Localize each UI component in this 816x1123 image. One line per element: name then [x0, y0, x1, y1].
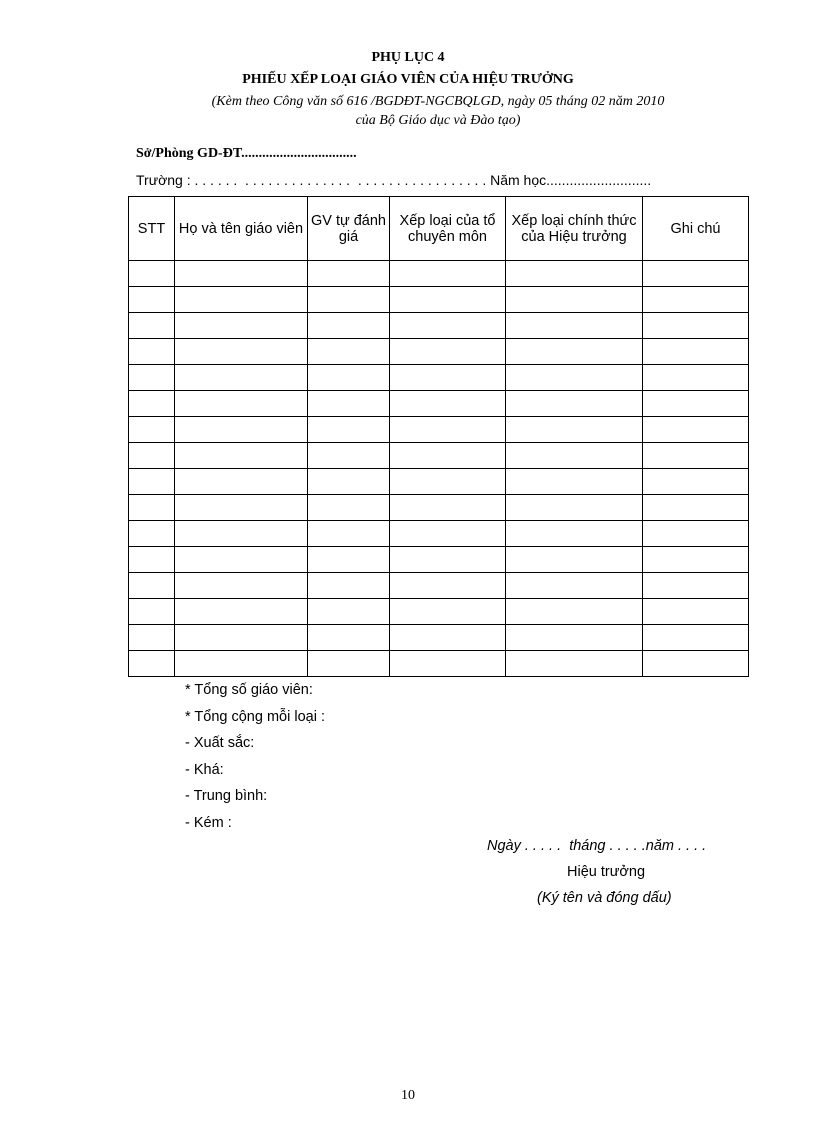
table-row [129, 547, 749, 573]
table-cell[interactable] [308, 521, 390, 547]
table-cell[interactable] [390, 417, 506, 443]
table-cell[interactable] [506, 573, 643, 599]
table-cell[interactable] [308, 417, 390, 443]
table-cell[interactable] [643, 625, 749, 651]
table-cell[interactable] [506, 313, 643, 339]
subtitle-line-2: của Bộ Giáo dục và Đào tạo) [355, 113, 521, 128]
table-cell[interactable] [129, 547, 175, 573]
table-row [129, 339, 749, 365]
table-cell[interactable] [175, 391, 308, 417]
table-cell[interactable] [390, 625, 506, 651]
table-cell[interactable] [390, 469, 506, 495]
table-cell[interactable] [175, 261, 308, 287]
table-cell[interactable] [175, 417, 308, 443]
table-cell[interactable] [308, 443, 390, 469]
header-principal-ranking: Xếp loại chính thức của Hiệu trưởng [506, 197, 643, 261]
table-cell[interactable] [390, 495, 506, 521]
table-cell[interactable] [308, 365, 390, 391]
table-cell[interactable] [129, 443, 175, 469]
table-cell[interactable] [129, 261, 175, 287]
signature-note: (Ký tên và đóng dấu) [537, 890, 672, 906]
table-cell[interactable] [129, 469, 175, 495]
table-cell[interactable] [390, 365, 506, 391]
table-cell[interactable] [643, 469, 749, 495]
header-department-ranking: Xếp loại của tổ chuyên môn [390, 197, 506, 261]
table-cell[interactable] [308, 339, 390, 365]
table-cell[interactable] [175, 521, 308, 547]
page-title: PHIẾU XẾP LOẠI GIÁO VIÊN CỦA HIỆU TRƯỞNG [242, 72, 574, 87]
table-cell[interactable] [129, 365, 175, 391]
table-cell[interactable] [506, 599, 643, 625]
table-row [129, 599, 749, 625]
summary-total-teachers: * Tổng số giáo viên: [185, 682, 313, 698]
table-cell[interactable] [129, 417, 175, 443]
table-cell[interactable] [643, 287, 749, 313]
table-cell[interactable] [506, 339, 643, 365]
table-cell[interactable] [643, 599, 749, 625]
signature-role: Hiệu trưởng [567, 864, 646, 880]
header-teacher-name: Họ và tên giáo viên [175, 197, 308, 261]
summary-average: - Trung bình: [185, 788, 268, 804]
table-cell[interactable] [506, 521, 643, 547]
table-cell[interactable] [506, 547, 643, 573]
summary-excellent: - Xuất sắc: [185, 735, 255, 751]
school-year-field: Trường : . . . . . . . . . . . . . . . . . . . . . . . . . . . . . . . . . . . . . Năm học........................... [136, 172, 652, 188]
table-cell[interactable] [129, 495, 175, 521]
table-cell[interactable] [643, 443, 749, 469]
summary-section [185, 682, 325, 841]
table-row [129, 365, 749, 391]
table-cell[interactable] [506, 261, 643, 287]
summary-poor: - Kém : [185, 814, 232, 831]
table-cell[interactable] [506, 625, 643, 651]
table-cell[interactable] [129, 599, 175, 625]
table-cell[interactable] [506, 651, 643, 677]
subtitle-line-1: (Kèm theo Công văn số 616 /BGDĐT-NGCBQLGD, ngày 05 tháng 02 năm 2010 [211, 94, 665, 109]
table-cell[interactable] [175, 651, 308, 677]
table-cell[interactable] [390, 599, 506, 625]
table-cell[interactable] [643, 261, 749, 287]
table-cell[interactable] [506, 417, 643, 443]
table-cell[interactable] [129, 313, 175, 339]
table-cell[interactable] [390, 443, 506, 469]
table-cell[interactable] [643, 495, 749, 521]
summary-total-per-category: * Tổng cộng mỗi loại : [185, 708, 325, 725]
table-cell[interactable] [175, 625, 308, 651]
table-cell[interactable] [506, 495, 643, 521]
table-row [129, 625, 749, 651]
table-cell[interactable] [175, 339, 308, 365]
table-cell[interactable] [643, 417, 749, 443]
appendix-label: PHỤ LỤC 4 [371, 50, 445, 65]
table-cell[interactable] [390, 547, 506, 573]
summary-good: - Khá: [185, 761, 224, 778]
table-cell[interactable] [308, 573, 390, 599]
table-cell[interactable] [390, 287, 506, 313]
table-cell[interactable] [390, 339, 506, 365]
table-cell[interactable] [643, 339, 749, 365]
table-cell[interactable] [175, 443, 308, 469]
table-cell[interactable] [506, 365, 643, 391]
signature-date: Ngày . . . . . tháng . . . . .năm . . . . [487, 838, 707, 854]
table-cell[interactable] [506, 287, 643, 313]
table-cell[interactable] [643, 365, 749, 391]
table-cell[interactable] [643, 391, 749, 417]
table-cell[interactable] [175, 365, 308, 391]
table-cell[interactable] [308, 469, 390, 495]
table-row [129, 469, 749, 495]
table-cell[interactable] [390, 651, 506, 677]
table-cell[interactable] [308, 287, 390, 313]
table-row [129, 495, 749, 521]
table-cell[interactable] [390, 313, 506, 339]
table-cell[interactable] [175, 313, 308, 339]
table-row [129, 651, 749, 677]
table-cell[interactable] [506, 469, 643, 495]
table-cell[interactable] [175, 599, 308, 625]
table-cell[interactable] [175, 469, 308, 495]
table-cell[interactable] [308, 625, 390, 651]
header-self-assessment: GV tự đánh giá [308, 197, 390, 261]
table-cell[interactable] [390, 391, 506, 417]
table-cell[interactable] [643, 573, 749, 599]
table-row [129, 391, 749, 417]
table-cell[interactable] [175, 495, 308, 521]
table-cell[interactable] [390, 261, 506, 287]
table-cell[interactable] [643, 521, 749, 547]
table-cell[interactable] [175, 573, 308, 599]
table-cell[interactable] [390, 573, 506, 599]
table-row [129, 443, 749, 469]
table-cell[interactable] [308, 547, 390, 573]
table-cell[interactable] [643, 651, 749, 677]
table-cell[interactable] [129, 287, 175, 313]
header-stt: STT [129, 197, 175, 261]
table-row [129, 261, 749, 287]
table-row [129, 521, 749, 547]
table-cell[interactable] [129, 625, 175, 651]
table-cell[interactable] [308, 313, 390, 339]
table-cell[interactable] [390, 521, 506, 547]
table-row [129, 573, 749, 599]
table-cell[interactable] [308, 651, 390, 677]
table-row [129, 313, 749, 339]
table-cell[interactable] [175, 287, 308, 313]
table-cell[interactable] [308, 391, 390, 417]
table-cell[interactable] [129, 391, 175, 417]
header-notes: Ghi chú [643, 197, 749, 261]
teacher-ranking-table [128, 196, 749, 677]
table-cell[interactable] [129, 521, 175, 547]
table-cell[interactable] [308, 261, 390, 287]
table-row [129, 417, 749, 443]
table-cell[interactable] [643, 313, 749, 339]
page-number: 10 [401, 1088, 415, 1103]
table-cell[interactable] [308, 599, 390, 625]
table-cell[interactable] [129, 339, 175, 365]
table-cell[interactable] [129, 573, 175, 599]
table-cell[interactable] [308, 495, 390, 521]
table-cell[interactable] [643, 547, 749, 573]
table-cell[interactable] [506, 391, 643, 417]
table-row [129, 287, 749, 313]
department-field: Sở/Phòng GD-ĐT................................. [136, 146, 357, 161]
table-header-row [129, 197, 749, 261]
table-cell[interactable] [506, 443, 643, 469]
table-cell[interactable] [129, 651, 175, 677]
table-cell[interactable] [175, 547, 308, 573]
